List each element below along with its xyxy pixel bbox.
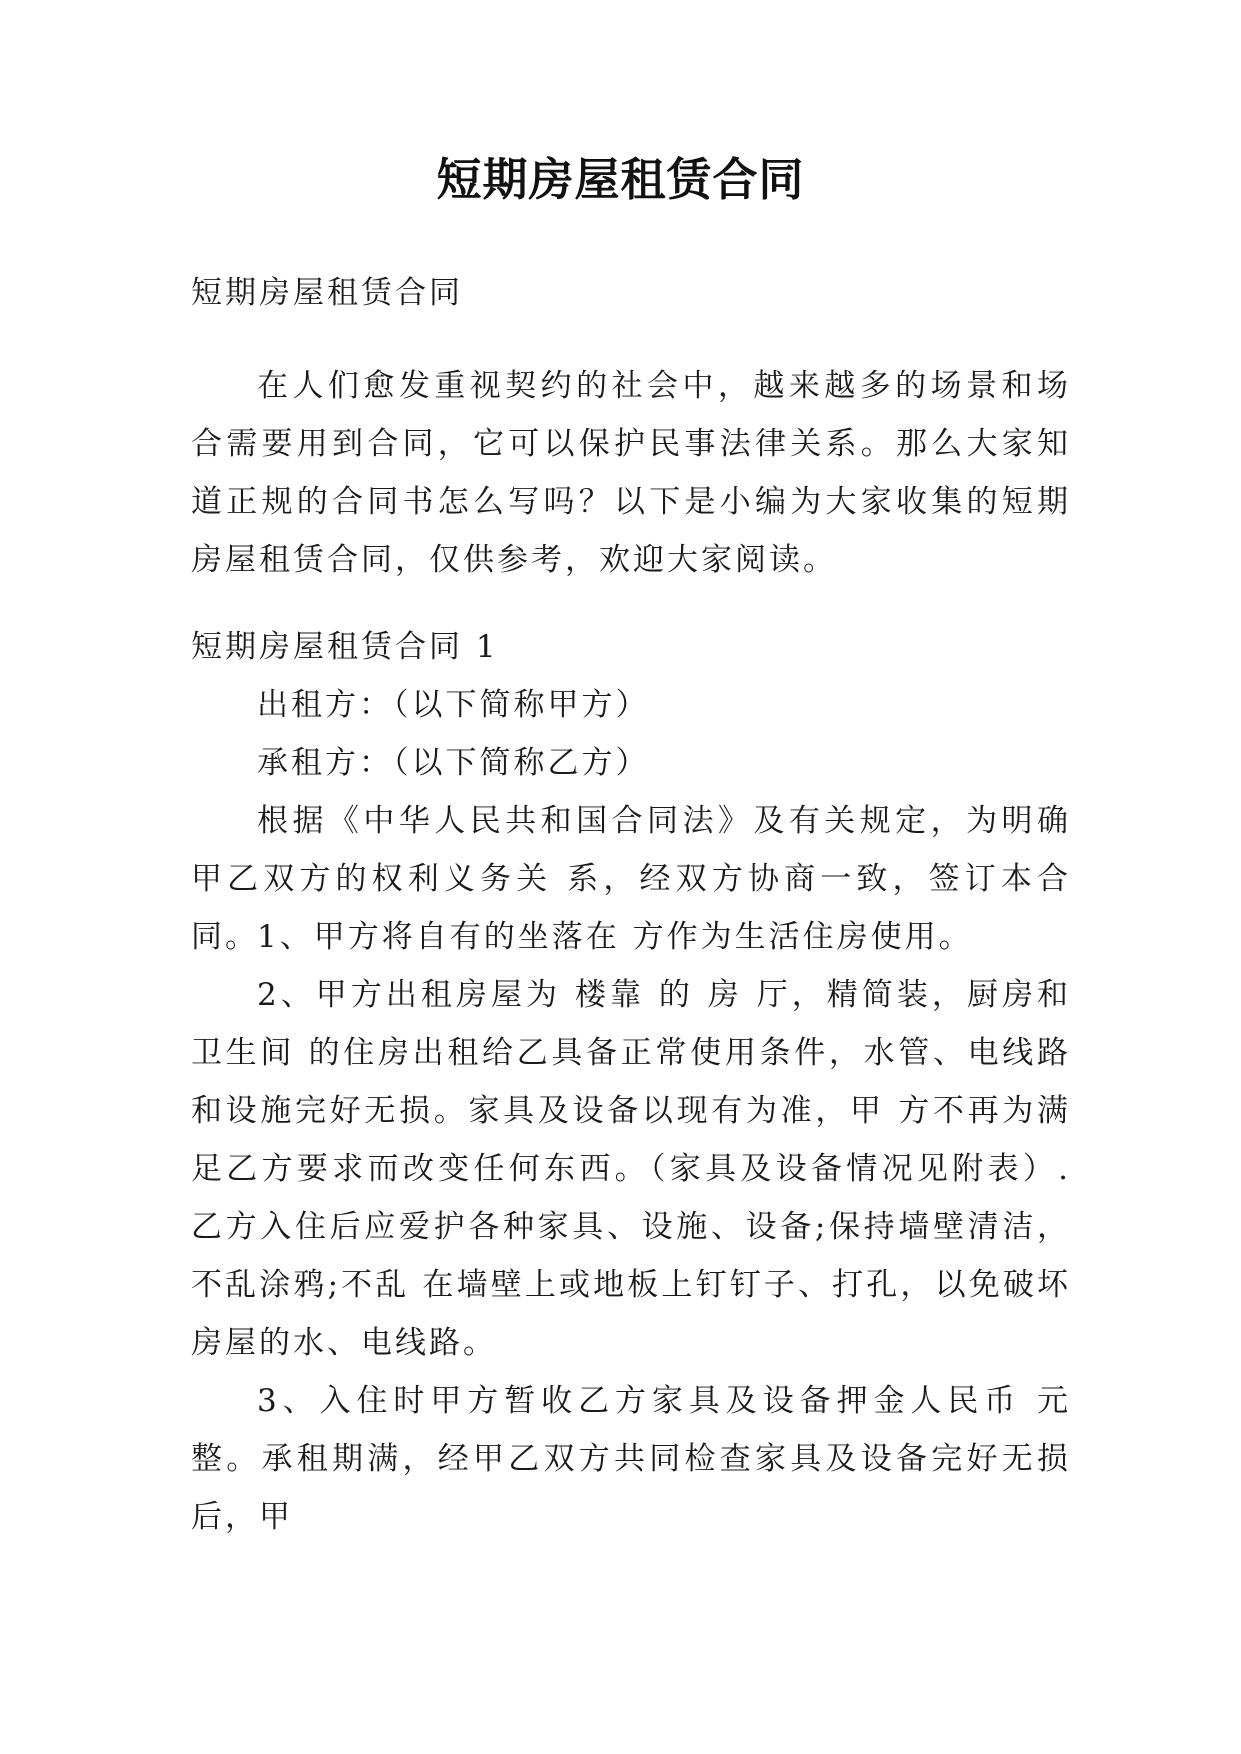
intro-paragraph: 在人们愈发重视契约的社会中，越来越多的场景和场合需要用到合同，它可以保护民事法律关系。那么大家知道正规的合同书怎么写吗？以下是小编为大家收集的短期房屋租赁合同，仅供参考，欢迎大家阅读。	[191, 368, 1071, 578]
basis-paragraph: 根据《中华人民共和国合同法》及有关规定，为明确甲乙双方的权利义务关 系，经双方协商一致，签订本合同。	[191, 803, 1071, 955]
lessor-line: 出租方：（以下简称甲方）	[257, 687, 650, 723]
document-title: 短期房屋租赁合同	[436, 153, 805, 206]
clause-2: 2、甲方出租房屋为 楼靠 的 房 厅，精简装，厨房和卫生间 的住房出租给乙具备正常使用条件，水管、电线路和设施完好无损。家具及设备以现有为准，甲 方不再为满足乙方要求而改变任何东西。（家具及设备情况见附表）.乙方入住后应爱护各种家具、设施、设备;保持墙壁清洁，不乱涂鸦;不乱 在墙壁上或地板上钉钉子、打孔，以免破坏房屋的水、电线路。	[191, 977, 1071, 1361]
section-heading: 短期房屋租赁合同 1	[191, 629, 499, 665]
clause-1: 1、甲方将自有的坐落在 方作为生活住房使用。	[257, 919, 973, 955]
clause-3: 3、入住时甲方暂收乙方家具及设备押金人民币 元整。承租期满，经甲乙双方共同检查家具及设备完好无损后，甲	[191, 1383, 1071, 1535]
document-subtitle: 短期房屋租赁合同	[191, 275, 463, 311]
lessee-line: 承租方：（以下简称乙方）	[257, 745, 650, 781]
